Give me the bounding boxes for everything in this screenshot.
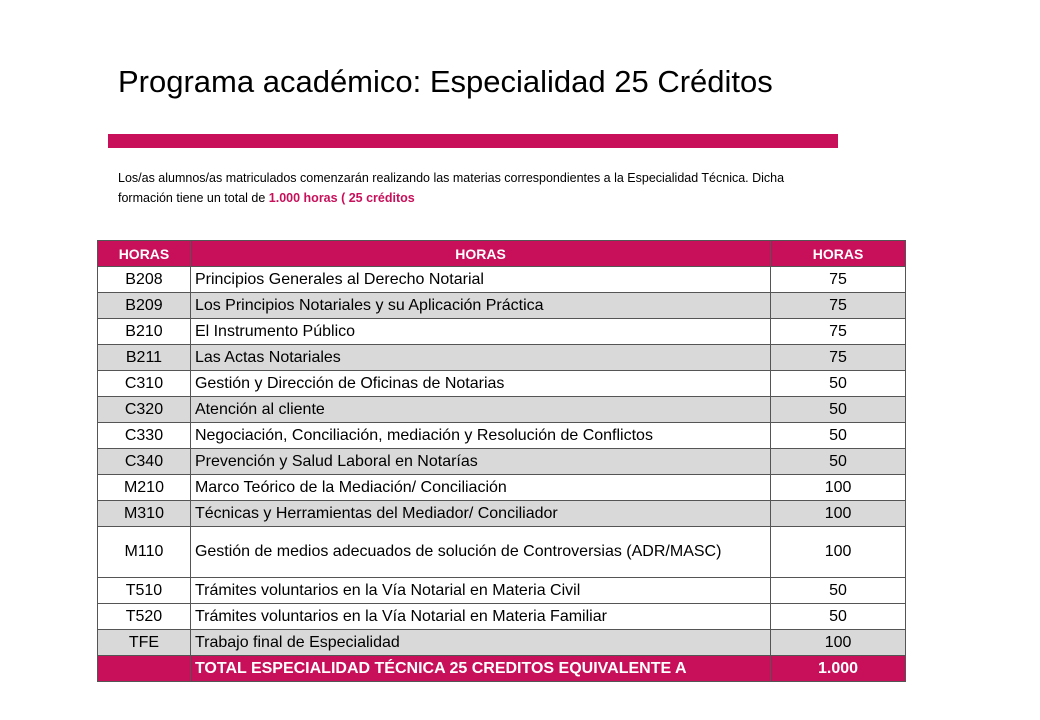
row-hours: 50: [771, 371, 906, 397]
table-row: [98, 319, 906, 345]
program-table: [97, 240, 906, 682]
row-hours: 50: [771, 578, 906, 604]
row-subject: Marco Teórico de la Mediación/ Conciliación: [190, 475, 770, 501]
row-code: C320: [98, 397, 191, 423]
intro-paragraph: [118, 168, 818, 208]
row-code: C340: [98, 449, 191, 475]
total-label: TOTAL ESPECIALIDAD TÉCNICA 25 CREDITOS EQUIVALENTE A: [190, 656, 770, 682]
table-row: [98, 423, 906, 449]
row-hours: 50: [771, 397, 906, 423]
page-title: Programa académico: Especialidad 25 Créditos: [118, 64, 773, 99]
table-row: [98, 578, 906, 604]
table-row: [98, 267, 906, 293]
row-subject: Prevención y Salud Laboral en Notarías: [190, 449, 770, 475]
row-code: M210: [98, 475, 191, 501]
row-hours: 75: [771, 345, 906, 371]
row-hours: 100: [771, 501, 906, 527]
table-row: [98, 527, 906, 578]
intro-highlight: 1.000 horas ( 25 créditos: [268, 191, 415, 205]
row-hours: 50: [771, 604, 906, 630]
row-subject: Atención al cliente: [190, 397, 770, 423]
row-code: T520: [98, 604, 191, 630]
table-total-row: [98, 656, 906, 682]
row-subject: Técnicas y Herramientas del Mediador/ Conciliador: [190, 501, 770, 527]
total-code: [98, 656, 191, 682]
accent-bar: [108, 134, 838, 148]
row-code: T510: [98, 578, 191, 604]
table-row: [98, 371, 906, 397]
row-hours: 75: [771, 267, 906, 293]
row-subject: El Instrumento Público: [190, 319, 770, 345]
header-subject: HORAS: [190, 241, 770, 267]
row-subject: Gestión de medios adecuados de solución de Controversias (ADR/MASC): [190, 527, 770, 578]
row-subject: Las Actas Notariales: [190, 345, 770, 371]
total-hours: 1.000: [771, 656, 906, 682]
row-code: B211: [98, 345, 191, 371]
row-subject: Principios Generales al Derecho Notarial: [190, 267, 770, 293]
row-code: B210: [98, 319, 191, 345]
row-subject: Trabajo final de Especialidad: [190, 630, 770, 656]
table-row: [98, 293, 906, 319]
table-row: [98, 501, 906, 527]
table-row: [98, 604, 906, 630]
row-code: B209: [98, 293, 191, 319]
row-code: M110: [98, 527, 191, 578]
row-hours: 100: [771, 630, 906, 656]
header-hours: HORAS: [771, 241, 906, 267]
row-subject: Los Principios Notariales y su Aplicación Práctica: [190, 293, 770, 319]
table-header-row: [98, 241, 906, 267]
row-subject: Trámites voluntarios en la Vía Notarial en Materia Civil: [190, 578, 770, 604]
row-hours: 100: [771, 475, 906, 501]
row-code: C310: [98, 371, 191, 397]
row-hours: 75: [771, 319, 906, 345]
row-hours: 75: [771, 293, 906, 319]
row-hours: 100: [771, 527, 906, 578]
row-subject: Negociación, Conciliación, mediación y Resolución de Conflictos: [190, 423, 770, 449]
table-row: [98, 449, 906, 475]
row-hours: 50: [771, 423, 906, 449]
row-code: C330: [98, 423, 191, 449]
table-row: [98, 397, 906, 423]
table-row: [98, 475, 906, 501]
table-row: [98, 345, 906, 371]
row-hours: 50: [771, 449, 906, 475]
header-code: HORAS: [98, 241, 191, 267]
intro-text: Los/as alumnos/as matriculados comenzarán realizando las materias correspondientes a la Especialidad Técnica. Dicha formación tiene un total de: [118, 171, 785, 205]
row-subject: Gestión y Dirección de Oficinas de Notarias: [190, 371, 770, 397]
row-code: B208: [98, 267, 191, 293]
table-row: [98, 630, 906, 656]
row-code: M310: [98, 501, 191, 527]
row-subject: Trámites voluntarios en la Vía Notarial en Materia Familiar: [190, 604, 770, 630]
row-code: TFE: [98, 630, 191, 656]
